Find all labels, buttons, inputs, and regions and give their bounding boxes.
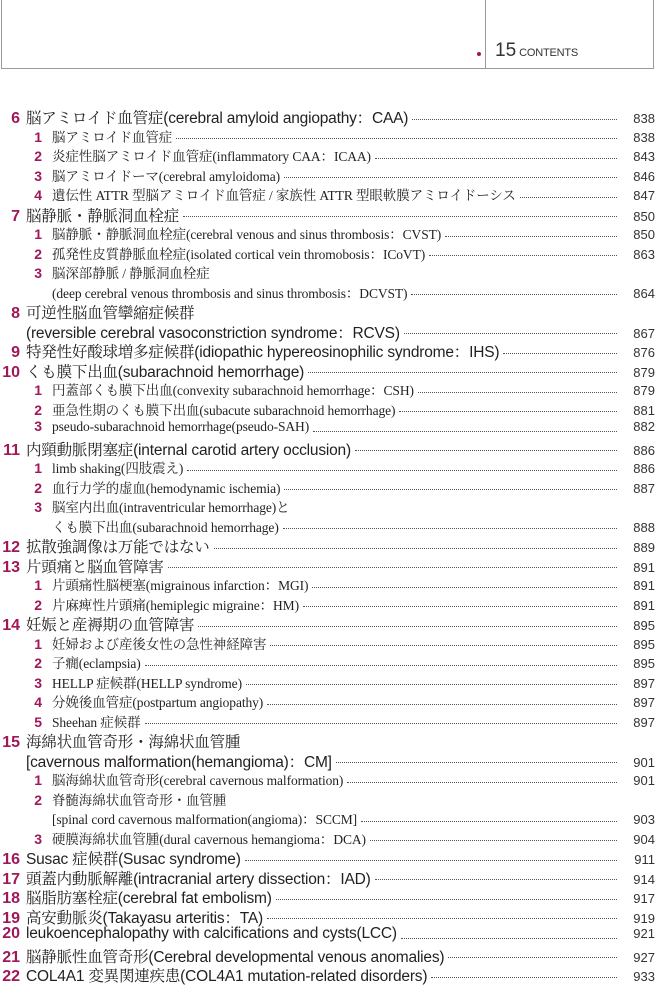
toc-chapter-entry[interactable] xyxy=(0,945,658,965)
entry-number: 15 xyxy=(2,734,20,751)
dot-leader xyxy=(284,488,617,490)
entry-number: 16 xyxy=(2,851,20,868)
dot-leader xyxy=(183,215,617,217)
entry-title: 妊婦および産後女性の急性神経障害 xyxy=(52,636,267,652)
entry-page-number: 863 xyxy=(633,246,655,262)
toc-section-entry[interactable] xyxy=(0,496,658,516)
entry-title: 硬膜海綿状血管腫(dural cavernous hemangioma：DCA) xyxy=(52,831,366,847)
entry-page-number: 897 xyxy=(633,675,655,691)
toc-section-entry[interactable] xyxy=(0,165,658,185)
dot-leader xyxy=(245,859,617,861)
entry-page-number: 921 xyxy=(633,926,655,941)
entry-title: くも膜下出血(subarachnoid hemorrhage) xyxy=(52,519,279,535)
entry-title: Susac 症候群(Susac syndrome) xyxy=(26,851,241,868)
toc-chapter-entry[interactable] xyxy=(0,438,658,458)
entry-page-number: 903 xyxy=(633,812,655,827)
dot-leader xyxy=(283,527,617,529)
toc-chapter-entry[interactable] xyxy=(0,106,658,126)
entry-title: 頭蓋内動脈解離(intracranial artery dissection：IAD) xyxy=(26,870,371,888)
toc-chapter-entry[interactable] xyxy=(0,906,658,926)
entry-page-number: 933 xyxy=(633,969,655,984)
toc-chapter-entry[interactable] xyxy=(0,847,658,867)
entry-page-number: 914 xyxy=(633,871,655,887)
entry-page-number: 846 xyxy=(633,168,655,184)
entry-page-number: 919 xyxy=(633,910,655,926)
entry-page-number: 886 xyxy=(633,442,655,458)
entry-page-number: 917 xyxy=(633,891,655,906)
toc-chapter-entry[interactable] xyxy=(0,867,658,887)
entry-title: 亜急性期のくも膜下出血(subacute subarachnoid hemorrhage) xyxy=(52,402,396,418)
entry-number: 4 xyxy=(34,694,42,710)
entry-number: 1 xyxy=(34,577,42,593)
dot-leader xyxy=(145,722,617,724)
entry-number: 8 xyxy=(11,305,20,322)
entry-title: 遺伝性 ATTR 型脳アミロイド血管症 / 家族性 ATTR 型眼軟膜アミロイドーシス xyxy=(52,188,516,203)
entry-number: 2 xyxy=(34,479,42,496)
entry-title: 片頭痛性脳梗塞(migrainous infarction：MGI) xyxy=(52,578,309,593)
dot-leader xyxy=(145,664,617,666)
toc-section-entry[interactable] xyxy=(0,516,658,536)
dot-leader xyxy=(284,176,617,178)
section-label: CONTENTS xyxy=(519,47,578,59)
dot-leader xyxy=(187,469,617,471)
entry-page-number: 891 xyxy=(633,559,655,575)
toc-section-entry[interactable] xyxy=(0,282,658,302)
entry-page-number: 850 xyxy=(633,208,655,224)
toc-chapter-entry[interactable] xyxy=(0,535,658,555)
toc-section-entry[interactable] xyxy=(0,633,658,653)
dot-leader xyxy=(198,625,617,627)
dot-leader xyxy=(401,937,617,939)
dot-leader xyxy=(431,976,617,978)
entry-title: くも膜下出血(subarachnoid hemorrhage) xyxy=(26,363,305,381)
entry-title: HELLP 症候群(HELLP syndrome) xyxy=(52,675,242,691)
entry-title: 脳静脈性血管奇形(Cerebral developmental venous anomalies) xyxy=(26,948,445,966)
entry-page-number: 887 xyxy=(633,480,655,496)
entry-title: 特発性好酸球増多症候群(idiopathic hypereosinophilic syndrome：IHS) xyxy=(26,344,500,361)
entry-page-number: 876 xyxy=(633,345,655,360)
entry-title: 片頭痛と脳血管障害 xyxy=(26,558,164,576)
dot-leader xyxy=(375,878,617,880)
entry-number: 4 xyxy=(34,187,42,203)
entry-title: 高安動脈炎(Takayasu arteritis：TA) xyxy=(26,909,263,927)
entry-number: 1 xyxy=(34,460,42,476)
page-number: 15 xyxy=(495,40,517,61)
entry-number: 2 xyxy=(34,401,42,418)
dot-leader xyxy=(411,293,617,295)
entry-title: leukoencephalopathy with calcifications and cysts(LCC) xyxy=(26,925,397,942)
entry-page-number: 867 xyxy=(633,325,655,341)
dot-leader xyxy=(308,371,617,373)
toc-chapter-entry[interactable] xyxy=(0,730,658,750)
dot-leader xyxy=(355,449,617,451)
entry-page-number: 881 xyxy=(633,402,655,418)
entry-title: 脳アミロイドーマ(cerebral amyloidoma) xyxy=(52,168,281,184)
entry-title: 脳室内出血(intraventricular hemorrhage)と xyxy=(52,500,290,515)
dot-leader xyxy=(429,254,617,256)
toc-section-entry[interactable] xyxy=(0,379,658,399)
entry-page-number: 889 xyxy=(633,540,655,555)
entry-number: 3 xyxy=(34,830,42,847)
entry-title: (reversible cerebral vasoconstriction syndrome：RCVS) xyxy=(26,324,400,342)
toc-chapter-entry[interactable] xyxy=(0,321,658,341)
entry-number: 3 xyxy=(34,265,42,281)
entry-title: 脊髄海綿状血管奇形・血管腫 xyxy=(52,792,227,808)
dot-leader xyxy=(361,820,617,822)
entry-page-number: 911 xyxy=(634,852,655,867)
entry-title: 片麻痺性片頭痛(hemiplegic migraine：HM) xyxy=(52,597,299,613)
entry-number: 2 xyxy=(34,148,42,164)
entry-title: 脳静脈・静脈洞血栓症 xyxy=(26,207,180,225)
dot-leader xyxy=(399,410,617,412)
entry-title: 可逆性脳血管攣縮症候群 xyxy=(26,305,195,322)
entry-number: 1 xyxy=(34,635,42,652)
entry-page-number: 847 xyxy=(633,188,655,203)
dot-leader xyxy=(270,644,617,646)
dot-leader xyxy=(313,430,617,432)
entry-page-number: 904 xyxy=(633,831,655,847)
entry-page-number: 891 xyxy=(633,597,655,613)
entry-title: 血行力学的虚血(hemodynamic ischemia) xyxy=(52,480,281,496)
toc-chapter-entry[interactable] xyxy=(0,964,658,984)
entry-number: 13 xyxy=(2,558,20,576)
toc-section-entry[interactable] xyxy=(0,711,658,731)
entry-title: 孤発性皮質静脈血栓症(isolated cortical vein thromobosis：ICoVT) xyxy=(52,246,426,262)
dot-leader xyxy=(267,917,617,919)
entry-page-number: 927 xyxy=(633,949,655,965)
toc-section-entry[interactable] xyxy=(0,808,658,828)
dot-leader xyxy=(303,605,617,607)
dot-leader xyxy=(503,352,617,354)
entry-number: 19 xyxy=(2,909,20,927)
dot-leader xyxy=(375,157,617,159)
entry-title: 妊娠と産褥期の血管障害 xyxy=(26,617,195,634)
entry-number: 3 xyxy=(34,167,42,184)
toc-section-entry[interactable] xyxy=(0,145,658,165)
toc-chapter-entry[interactable] xyxy=(0,360,658,380)
entry-page-number: 895 xyxy=(633,618,655,633)
toc-chapter-entry[interactable] xyxy=(0,750,658,770)
toc-section-entry[interactable] xyxy=(0,574,658,594)
entry-number: 1 xyxy=(34,772,42,788)
toc-section-entry[interactable] xyxy=(0,223,658,243)
entry-title: 炎症性脳アミロイド血管症(inflammatory CAA：ICAA) xyxy=(52,149,371,164)
entry-page-number: 901 xyxy=(633,773,655,788)
dot-leader xyxy=(520,196,617,198)
entry-number: 12 xyxy=(2,539,20,556)
toc-section-entry[interactable] xyxy=(0,789,658,809)
dot-leader xyxy=(276,898,617,900)
table-of-contents xyxy=(0,106,658,984)
bullet-dot-icon xyxy=(477,52,481,56)
toc-section-entry[interactable] xyxy=(0,691,658,711)
dot-leader xyxy=(246,683,617,685)
entry-page-number: 838 xyxy=(633,129,655,145)
entry-title: limb shaking(四肢震え) xyxy=(52,461,184,476)
entry-number: 3 xyxy=(34,418,42,434)
toc-section-entry[interactable] xyxy=(0,594,658,614)
entry-title: [spinal cord cavernous malformation(angioma)：SCCM] xyxy=(52,812,358,827)
entry-page-number: 886 xyxy=(633,461,655,476)
entry-title: 拡散強調像は万能ではない xyxy=(26,539,210,556)
entry-number: 2 xyxy=(34,245,42,262)
toc-chapter-entry[interactable] xyxy=(0,301,658,321)
entry-title: 脳アミロイド血管症(cerebral amyloid angiopathy：CAA) xyxy=(26,110,409,127)
entry-page-number: 888 xyxy=(633,519,655,535)
toc-section-entry[interactable] xyxy=(0,828,658,848)
entry-title: 円蓋部くも膜下出血(convexity subarachnoid hemorrhage：CSH) xyxy=(52,383,414,398)
dot-leader xyxy=(418,391,617,393)
entry-number: 1 xyxy=(34,382,42,398)
entry-page-number: 897 xyxy=(633,695,655,710)
dot-leader xyxy=(370,839,617,841)
entry-title: 脳静脈・静脈洞血栓症(cerebral venous and sinus thrombosis：CVST) xyxy=(52,227,442,242)
dot-leader xyxy=(347,781,617,783)
entry-page-number: 879 xyxy=(633,383,655,398)
entry-number: 20 xyxy=(2,925,20,942)
entry-number: 3 xyxy=(34,674,42,691)
entry-number: 5 xyxy=(34,713,42,730)
toc-section-entry[interactable] xyxy=(0,126,658,146)
entry-number: 17 xyxy=(2,870,20,888)
entry-number: 2 xyxy=(34,596,42,613)
dot-leader xyxy=(445,235,617,237)
dot-leader xyxy=(267,703,617,705)
entry-title: 脳アミロイド血管症 xyxy=(52,129,173,145)
entry-page-number: 901 xyxy=(633,754,655,770)
toc-section-entry[interactable] xyxy=(0,399,658,419)
entry-number: 11 xyxy=(3,441,20,459)
dot-leader xyxy=(312,586,617,588)
toc-chapter-entry[interactable] xyxy=(0,340,658,360)
entry-number: 9 xyxy=(11,344,20,361)
toc-section-entry[interactable] xyxy=(0,184,658,204)
toc-section-entry[interactable] xyxy=(0,769,658,789)
entry-number: 7 xyxy=(11,207,20,225)
entry-page-number: 843 xyxy=(633,149,655,164)
entry-title: pseudo-subarachnoid hemorrhage(pseudo-SAH) xyxy=(52,419,310,434)
toc-section-entry[interactable] xyxy=(0,672,658,692)
entry-number: 18 xyxy=(2,890,20,907)
dot-leader xyxy=(176,137,617,139)
dot-leader xyxy=(336,761,617,763)
dot-leader xyxy=(404,332,617,334)
entry-number: 10 xyxy=(2,363,20,381)
entry-page-number: 864 xyxy=(633,285,655,301)
entry-number: 2 xyxy=(34,655,42,671)
dot-leader xyxy=(412,118,617,120)
entry-page-number: 891 xyxy=(633,578,655,593)
toc-chapter-entry[interactable] xyxy=(0,886,658,906)
entry-title: 子癇(eclampsia) xyxy=(52,656,141,671)
entry-page-number: 895 xyxy=(633,656,655,671)
entry-page-number: 895 xyxy=(633,636,655,652)
entry-title: 脳脂肪塞栓症(cerebral fat embolism) xyxy=(26,890,272,907)
toc-section-entry[interactable] xyxy=(0,477,658,497)
toc-section-entry[interactable] xyxy=(0,262,658,282)
entry-title: Sheehan 症候群 xyxy=(52,714,141,730)
toc-chapter-entry[interactable] xyxy=(0,613,658,633)
entry-title: 分娩後血管症(postpartum angiopathy) xyxy=(52,695,264,710)
entry-page-number: 882 xyxy=(633,419,655,434)
entry-number: 1 xyxy=(34,128,42,145)
toc-section-entry[interactable] xyxy=(0,418,658,438)
entry-title: 内頸動脈閉塞症(internal carotid artery occlusion) xyxy=(26,441,351,459)
header-divider xyxy=(485,0,486,69)
dot-leader xyxy=(214,547,617,549)
entry-number: 21 xyxy=(2,948,20,966)
entry-title: 脳海綿状血管奇形(cerebral cavernous malformation) xyxy=(52,773,344,788)
entry-page-number: 879 xyxy=(633,364,655,380)
dot-leader xyxy=(448,956,617,958)
toc-section-entry[interactable] xyxy=(0,243,658,263)
entry-title: COL4A1 変異関連疾患(COL4A1 mutation-related disorders) xyxy=(26,968,428,985)
entry-title: (deep cerebral venous thrombosis and sinus thrombosis：DCVST) xyxy=(52,285,408,301)
entry-title: 海綿状血管奇形・海綿状血管腫 xyxy=(26,734,241,751)
entry-page-number: 838 xyxy=(633,111,655,126)
entry-number: 6 xyxy=(11,110,20,127)
entry-number: 22 xyxy=(2,968,20,985)
toc-chapter-entry[interactable] xyxy=(0,204,658,224)
entry-number: 3 xyxy=(34,499,42,515)
entry-number: 2 xyxy=(34,791,42,808)
entry-page-number: 897 xyxy=(633,714,655,730)
toc-section-entry[interactable] xyxy=(0,457,658,477)
entry-title: [cavernous malformation(hemangioma)：CM] xyxy=(26,753,332,771)
entry-number: 14 xyxy=(2,617,20,634)
toc-chapter-entry[interactable] xyxy=(0,925,658,945)
entry-page-number: 850 xyxy=(633,227,655,242)
entry-title: 脳深部静脈 / 静脈洞血栓症 xyxy=(52,266,210,281)
toc-chapter-entry[interactable] xyxy=(0,555,658,575)
entry-number: 1 xyxy=(34,226,42,242)
dot-leader xyxy=(168,566,617,568)
toc-section-entry[interactable] xyxy=(0,652,658,672)
